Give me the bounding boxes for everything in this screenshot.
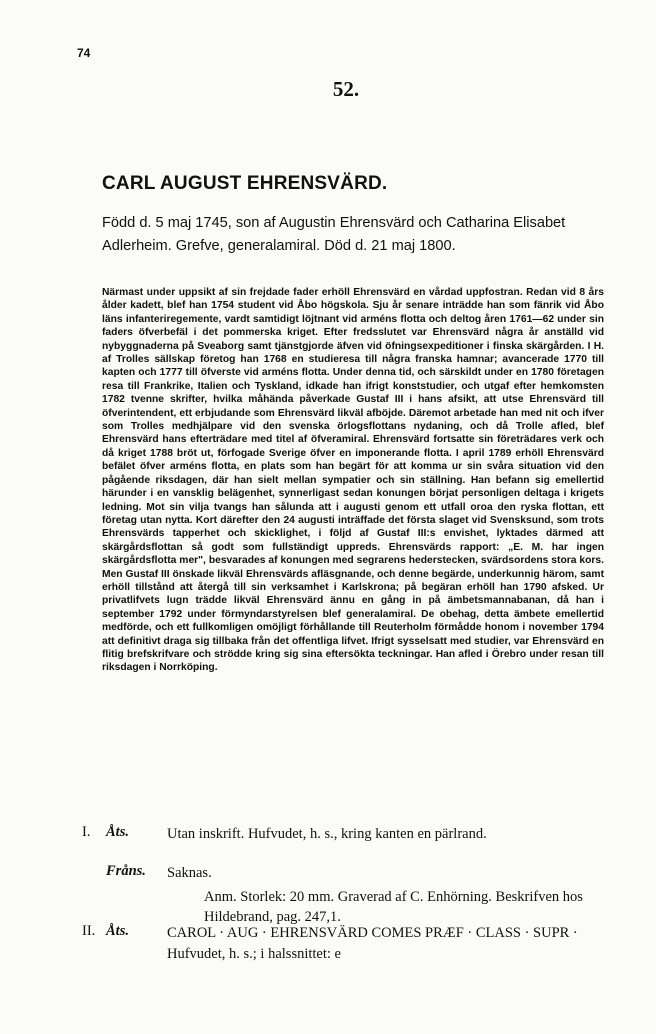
item-1-reverse-text: Saknas. xyxy=(167,865,212,881)
item-1-note-text: Anm. Storlek: 20 mm. Graverad af C. Enhörning. Beskrifven hos Hildebrand, pag. 247,1. xyxy=(204,889,583,925)
item-2-roman: II. xyxy=(82,923,96,939)
entry-number xyxy=(0,77,656,102)
person-name-heading: CARL AUGUST EHRENSVÄRD. xyxy=(102,173,388,194)
item-1-reverse-label: Fråns. xyxy=(106,863,146,879)
entry-number-text: 52. xyxy=(332,77,360,101)
item-1-obverse-text: Utan inskrift. Hufvudet, h. s., kring kanten en pärlrand. xyxy=(167,826,487,842)
biography-paragraph: Närmast under uppsikt af sin frejdade fader erhöll Ehrensvärd en vårdad uppfostran. Redan vid 8 års ålder kadett, blef han 1754 student vid Åbo högskola. Sju år senare inträdde han som fänrik vid Åbo läns infanteriregemente, vardt samtidigt löjtnant vid arméns flotta och deltog åren 1761—62 under sin faders öfverbefäl i det pommerska kriget. Efter fredsslutet var Ehrensvärd några år anställd vid nybyggnaderna på Sveaborg samt tjänstgjorde äfven vid öfningsexpeditioner i finska skärgården. I H. af Trolles sällskap företog han 1768 en studieresa till några franska hamnar; avancerade 1770 till kapten och 1777 till öfverste vid arméns flotta. Under denna tid, och särskildt under en 1780 företagen resa till Frankrike, Italien och Tyskland, idkade han ifrigt konststudier, och utgaf efter hemkomsten 1782 tvenne skrifter, hvilka måhända påverkade Gustaf III i hans afsikt, att utse Ehrensvärd till öfverintendent, ett erbjudande som Ehrensvärd likväl afböjde. Däremot arbetade han med nit och ifver som Trolles medhjälpare vid den svenska örlogsflottans nydaning, och då Trolle afled, blef Ehrensvärd hans efterträdare med titel af öfveramiral. Ehrensvärd fortsatte sin företrädares verk och då kriget 1788 bröt ut, förfogade Sverige öfver en imponerande flotta. I april 1789 erhöll Ehrensvärd befälet öfver arméns flotta, en plats som han begärt för att komma ur sin svåra situation vid den pågående riksdagen, där han sielt mellan sympatier och sin ställning. Han befann sig emellertid härunder i en vansklig belägenhet, synnerligast sedan konungen börjat personligen deltaga i krigets ledning. Mot sin vilja tvangs han sålunda att i augusti genom ett utfall oroa den ryska flottan, ett företag utan nytta. Kort därefter den 24 augusti inträffade det första slaget vid Svensksund, som trots Ehrensvärds tapperhet och skicklighet, i följd af Gustaf III:s envishet, lyktades därmed att skärgårdsflottan så godt som fullständigt uppreds. Ehrensvärds rapport: „E. M. har ingen skärgårdsflotta mer", besvarades af konungen med segrarens hederstecken, svärdsordens stora kors. Men Gustaf III önskade likväl Ehrensvärds afläsgnande, och denne begärde, underkunnig härom, samt erhöll tillstånd att återgå till sin verksamhet i Karlskrona; på begäran erhöll han 1790 afsked. Ur privatlifvets lugn trädde likväl Ehrensvärd ännu en gång in på ämbetsmannabanan, då han i september 1792 under förmyndarstyrelsen blef generalamiral. De obehag, detta ämbete emellertid medförde, och ett fullkomligen omöjligt förhållande till Reuterholm förmådde honom i november 1794 att definitivt draga sig tillbaka från det offentliga lifvet. Ifrigt sysselsatt med studier, var Ehrensvärd en flitig brefskrifvare och strödde kring sig sina eftersökta teckningar. Han afled i Örebro under resan till riksdagen i Norrköping. xyxy=(102,287,604,674)
item-2-obverse-text: CAROL · AUG · EHRENSVÄRD COMES PRÆF · CLASS · SUPR · Hufvudet, h. s.; i halssnittet: e xyxy=(167,925,578,962)
item-1-roman: I. xyxy=(82,824,91,840)
item-1-obverse-label: Åts. xyxy=(106,824,129,840)
item-2-obverse-label: Åts. xyxy=(106,923,129,939)
intro-paragraph: Född d. 5 maj 1745, son af Augustin Ehrensvärd och Catharina Elisabet Adlerheim. Grefve, generalamiral. Död d. 21 maj 1800. xyxy=(102,215,566,254)
page-number: 74 xyxy=(77,46,91,60)
